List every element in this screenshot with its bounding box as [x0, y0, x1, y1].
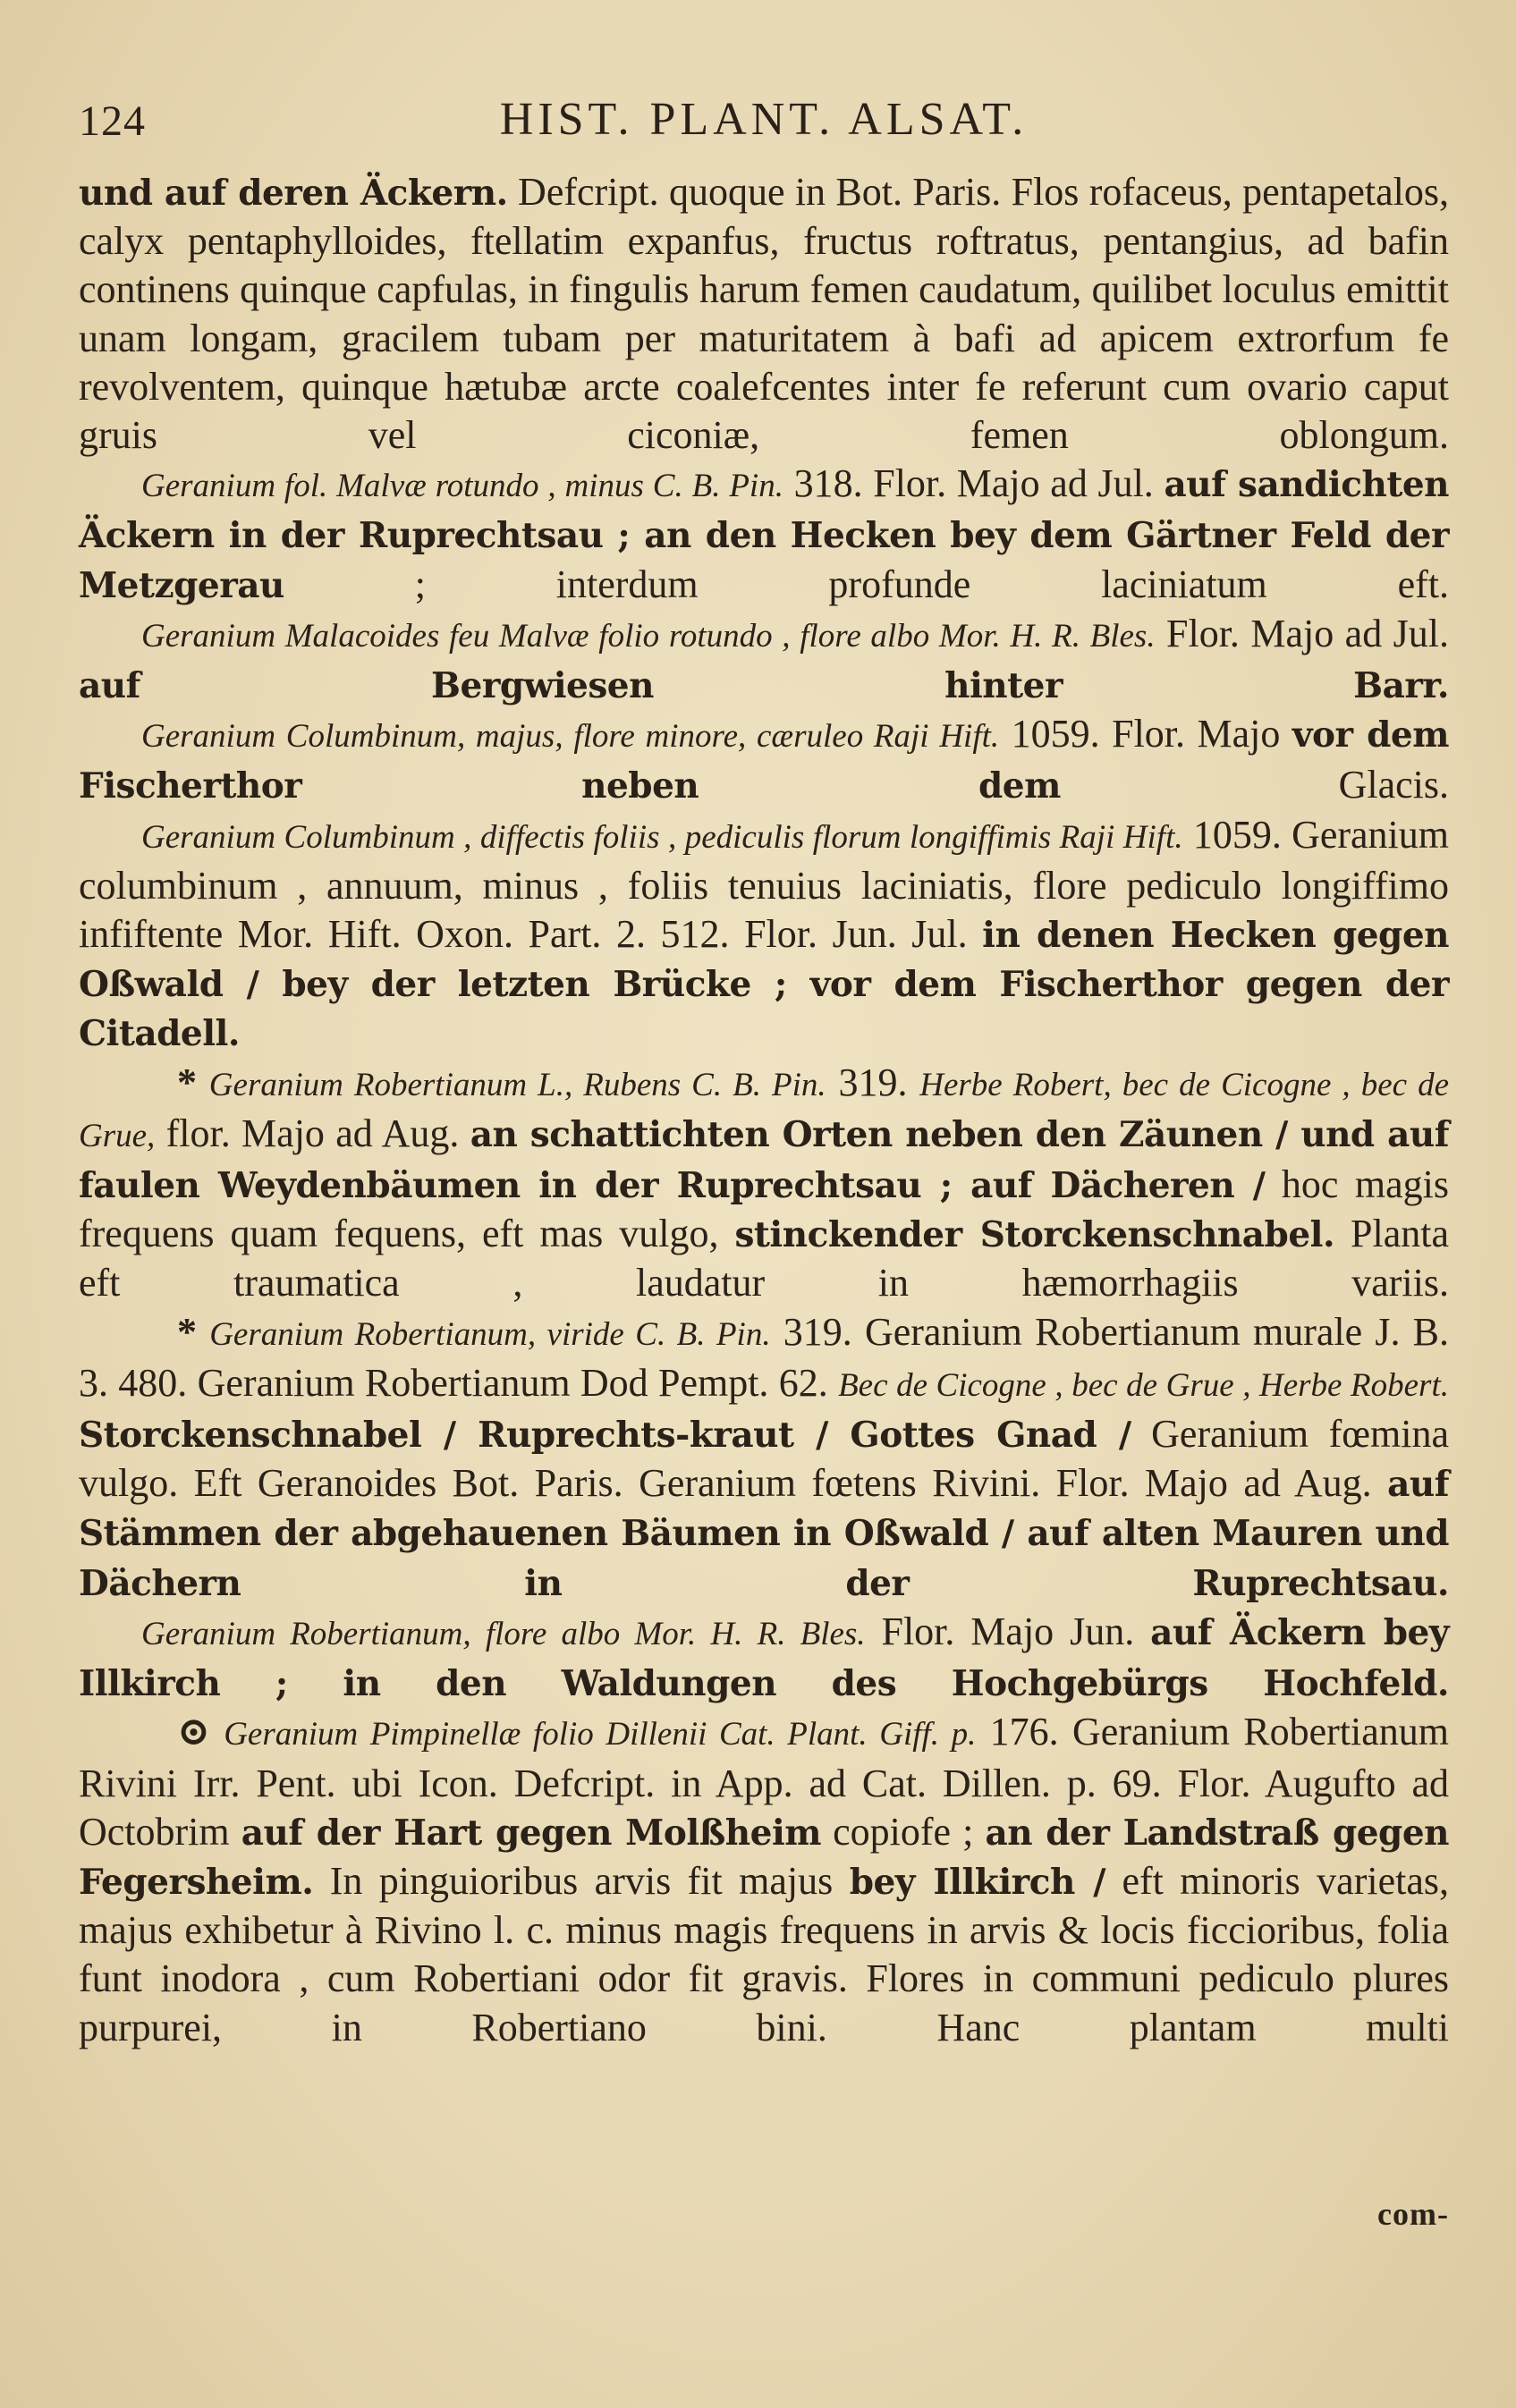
italic-citation: Geranium Robertianum, flore albo Mor. H. R. Bles.	[141, 1615, 866, 1652]
paragraph-marker: *	[177, 1309, 210, 1354]
latin-text: 176. Geranium Robertianum Rivini Irr. Pent. ubi Icon. Defcript. in App. ad Cat. Dillen. p. 69. Flor. Augufto ad Octobrim	[79, 1710, 1449, 1854]
german-locality-text: auf sandichten Äckern in der Ruprechtsau ; an den Hecken bey dem Gärtner Feld der Metzgerau	[79, 464, 1449, 606]
german-locality-text: auf Äckern bey Illkirch ; in den Waldungen des Hochgebürgs Hochfeld.	[79, 1611, 1450, 1705]
latin-text: hoc magis frequens quam fequens, eft mas vulgo,	[79, 1162, 1449, 1256]
latin-text: copiofe ;	[821, 1809, 986, 1854]
paragraph-geranium-columbinum-dissectis	[79, 811, 1449, 1059]
paragraph-geranium-malvae-minus	[79, 460, 1449, 610]
paragraph-marker: *	[177, 1060, 209, 1104]
running-head: HIST. PLANT. ALSAT.	[499, 94, 1029, 145]
latin-text: Flor. Majo ad Jul.	[1155, 611, 1449, 655]
catchword: com-	[1377, 2196, 1449, 2232]
latin-text: Defcript. quoque in Bot. Paris. Flos rofaceus, pentapetalos, calyx pentaphylloides, ftellatim expanfus, fructus roftratus, pentangius, ad bafin continens quinque capfulas, in fingulis harum femen caudatum, quilibet loculus emittit unam longam, gracilem tubam per maturitatem à bafi ad apicem extrorfum fe revolventem, quinque hætubæ arcte coalefcentes inter fe referunt cum ovario caput gruis vel ciconiæ, femen oblongum.	[79, 170, 1449, 458]
italic-citation: Geranium Columbinum, majus, flore minore, cæruleo Raji Hift.	[141, 718, 1000, 756]
paragraph-marker: ⊙	[177, 1710, 224, 1754]
german-locality-text: an schattichten Orten neben den Zäunen / und auf faulen Weydenbäumen in der Ruprechtsau ; auf Dächeren /	[79, 1113, 1449, 1207]
latin-text: 319. Geranium Robertianum murale J. B. 3. 480. Geranium Robertianum Dod Pempt. 62.	[79, 1309, 1449, 1405]
latin-text: eft minoris varietas, majus exhibetur à Rivino l. c. minus magis frequens in arvis & locis ficcioribus, folia funt inodora , cum Robertiani odor fit gravis. Flores in communi pediculo plures purpurei, in Robertiano bini. Hanc plantam multi	[79, 1858, 1449, 2049]
german-locality-text: auf Stämmen der abgehauenen Bäumen in Oßwald / auf alten Mauren und Dächern in der Ruprechtsau.	[79, 1464, 1449, 1604]
italic-citation: Geranium Robertianum, viride C. B. Pin.	[209, 1315, 771, 1353]
german-locality-text: an der Landstraß gegen Fegersheim.	[79, 1812, 1449, 1903]
italic-citation: Geranium Malacoides feu Malvæ folio rotundo , flore albo Mor. H. R. Bles.	[141, 617, 1156, 655]
latin-text: ; interdum profunde laciniatum eft.	[284, 562, 1449, 606]
italic-citation: Herbe Robert, bec de Cicogne , bec de Grue,	[79, 1066, 1450, 1154]
paragraph-geranium-robertianum-albo	[79, 1608, 1449, 1708]
german-locality-text: in denen Hecken gegen Oßwald / bey der letzten Brücke ; vor dem Fischerthor gegen der Citadell.	[79, 915, 1449, 1055]
german-locality-text: Storckenschnabel / Ruprechts-kraut / Gottes Gnad /	[79, 1415, 1131, 1457]
latin-text: In pinguioribus arvis fit majus	[313, 1858, 850, 1903]
latin-text: Glacis.	[1060, 763, 1450, 807]
german-locality-text: und auf deren Äckern.	[79, 173, 508, 214]
latin-text: 1059. Flor. Majo	[999, 712, 1292, 756]
latin-text: Flor. Majo Jun.	[865, 1609, 1151, 1653]
italic-citation: Geranium Pimpinellæ folio Dillenii Cat. Plant. Giff. p.	[224, 1716, 977, 1753]
italic-citation: Geranium Columbinum , diffectis foliis , pediculis florum longiffimis Raji Hift.	[141, 818, 1183, 856]
page-header	[79, 89, 1449, 152]
latin-text: Geranium fœmina vulgo. Eft Geranoides Bot. Paris. Geranium fœtens Rivini. Flor. Majo ad Aug.	[79, 1412, 1450, 1506]
paragraph-geranium-robertianum-viride	[79, 1308, 1449, 1608]
german-locality-text: bey Illkirch /	[849, 1861, 1106, 1903]
german-locality-text: vor dem Fischerthor neben dem	[79, 714, 1450, 807]
italic-citation: Geranium Robertianum L., Rubens C. B. Pin.	[208, 1066, 826, 1103]
paragraph-geranium-robertianum-rubens	[79, 1059, 1449, 1308]
paragraph-geranium-malacoides	[79, 610, 1449, 710]
body-text	[79, 168, 1449, 2052]
latin-text: flor. Majo ad Aug.	[155, 1111, 470, 1155]
paragraph-geranium-pimpinellae	[79, 1708, 1449, 2051]
paragraph-geranium-columbinum-majus	[79, 710, 1449, 810]
italic-citation: Bec de Cicogne , bec de Grue , Herbe Robert.	[838, 1366, 1449, 1404]
german-locality-text: auf der Hart gegen Molßheim	[241, 1812, 822, 1854]
german-locality-text: auf Bergwiesen hinter Barr.	[79, 665, 1449, 707]
italic-citation: Geranium fol. Malvæ rotundo , minus C. B. Pin.	[141, 468, 783, 505]
latin-text: 318. Flor. Majo ad Jul.	[783, 461, 1165, 506]
latin-text: 319.	[826, 1060, 920, 1104]
latin-text: Planta eft traumatica , laudatur in hæmorrhagiis variis.	[79, 1212, 1449, 1305]
paragraph-description	[79, 168, 1449, 460]
german-locality-text: stinckender Storckenschnabel.	[734, 1214, 1335, 1256]
latin-text: 1059. Geranium columbinum , annuum, minus , foliis tenuius laciniatis, flore pediculo longiffimo infiftente Mor. Hift. Oxon. Part. 2. 512. Flor. Jun. Jul.	[79, 812, 1450, 957]
page-number: 124	[79, 97, 146, 145]
